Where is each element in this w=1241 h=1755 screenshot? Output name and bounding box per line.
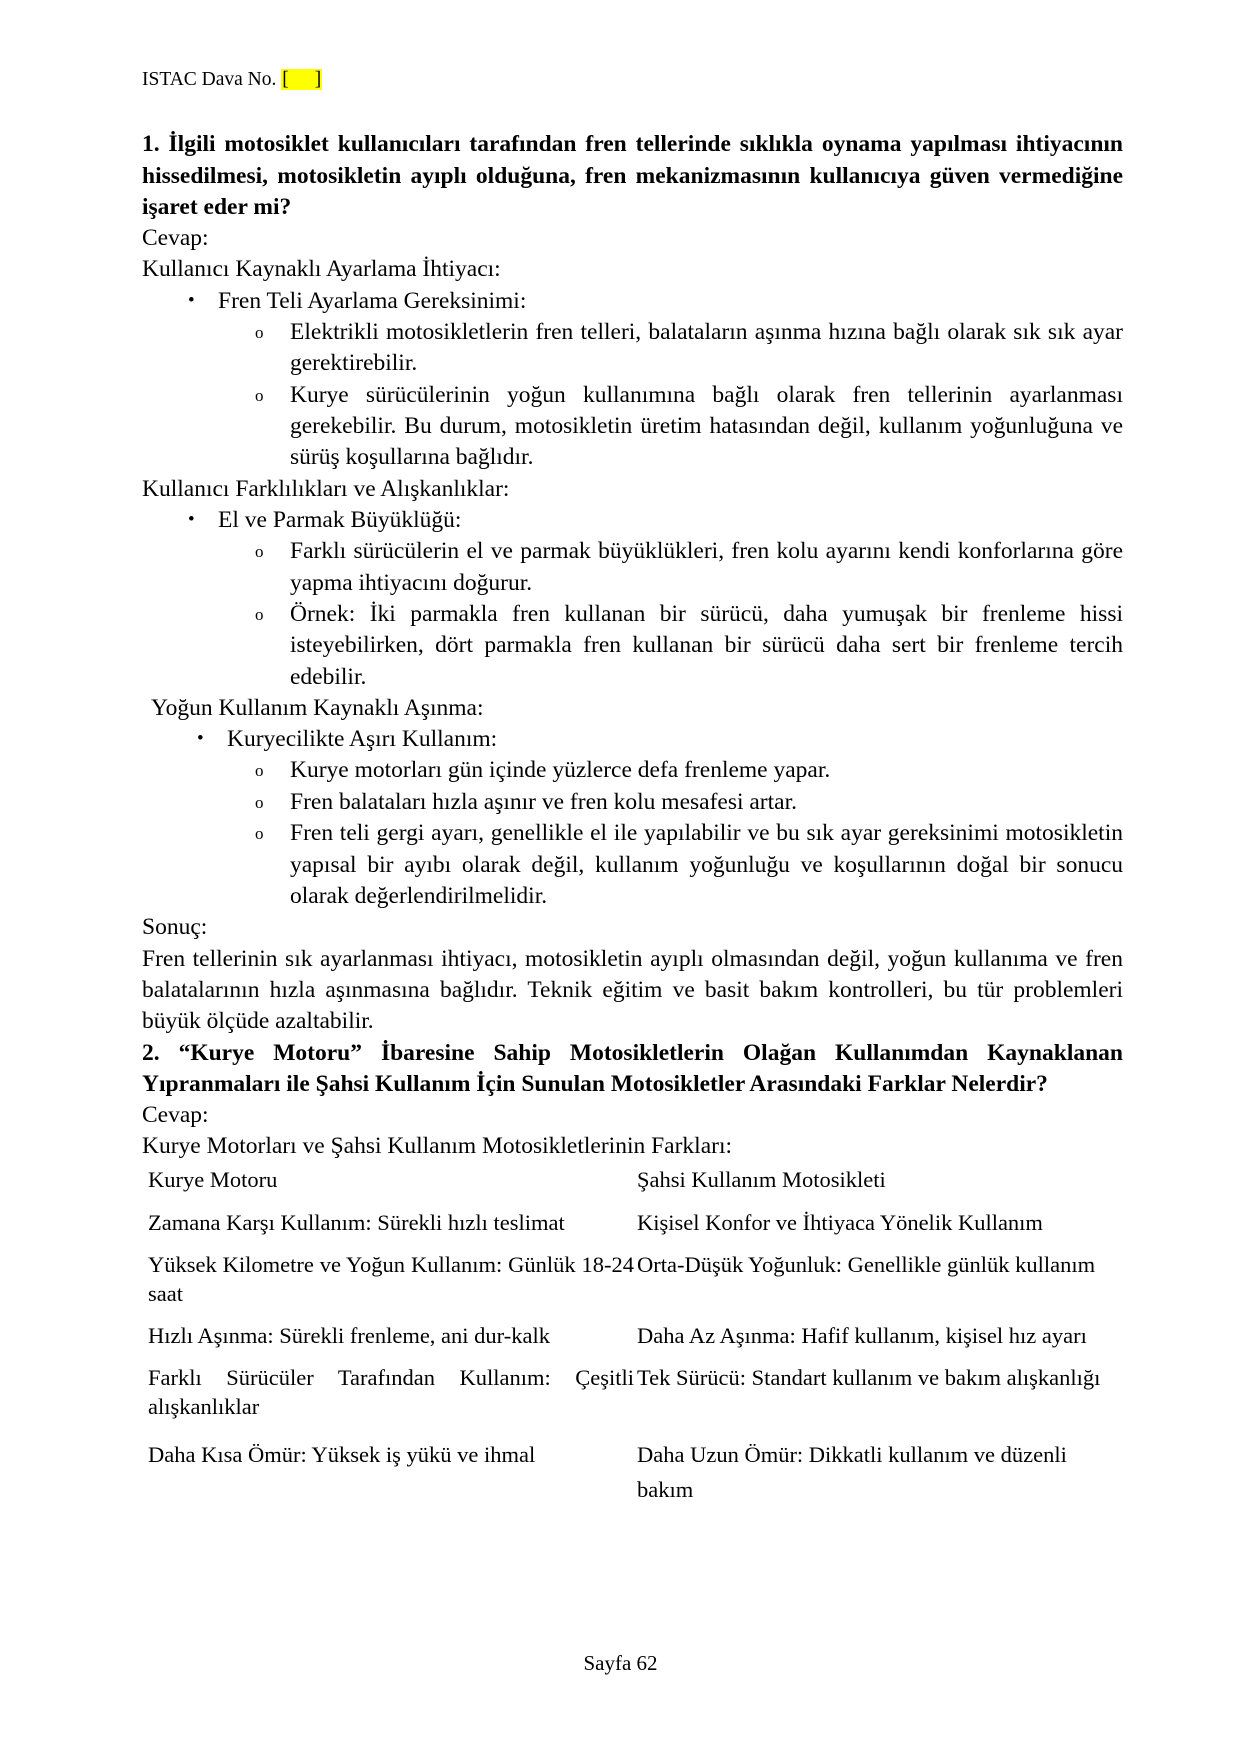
case-number-placeholder <box>281 69 322 90</box>
bullet-item-1-label: Fren Teli Ayarlama Gereksinimi: <box>218 287 527 314</box>
sub-item <box>142 380 1123 474</box>
table-cell-courier: Zamana Karşı Kullanım: Sürekli hızlı teslimat <box>148 1210 565 1236</box>
table-header-courier: Kurye Motoru <box>148 1166 278 1192</box>
page-footer <box>0 1651 1241 1676</box>
circle-bullet-icon: o <box>255 322 264 342</box>
bullet-item-2-label: El ve Parmak Büyüklüğü: <box>218 506 462 533</box>
bullet-icon: • <box>188 508 195 530</box>
bullet-item-2 <box>142 505 1123 536</box>
table-cell-personal: Kişisel Konfor ve İhtiyaca Yönelik Kullanım <box>636 1210 1043 1236</box>
table-cell-personal: Tek Sürücü: Standart kullanım ve bakım alışkanlığı <box>636 1364 1101 1390</box>
question-2-title: 2. “Kurye Motoru” İbaresine Sahip Motosikletlerin Olağan Kullanımdan Kaynaklanan Yıpranmaları ile Şahsi Kullanım İçin Sunulan Motosikletler Arasındaki Farklar Nelerdir? <box>142 1039 1123 1097</box>
circle-bullet-icon: o <box>255 542 264 562</box>
sub-item-text: Fren balataları hızla aşınır ve fren kolu mesafesi artar. <box>290 788 797 815</box>
sub-item <box>142 536 1123 599</box>
bullet-icon: • <box>197 728 204 750</box>
sub-item <box>142 818 1123 912</box>
sub-item-text: Elektrikli motosikletlerin fren telleri, balataların aşınma hızına bağlı olarak sık sık ayar gerektirebilir. <box>290 318 1123 377</box>
case-number-label: ISTAC Dava No. <box>142 69 277 90</box>
table-header-row <box>142 1165 1123 1209</box>
sub-item-text: Fren teli gergi ayarı, genellikle el ile yapılabilir ve bu sık ayar gereksinimi motosikletin yapısal bir ayıbı olarak değil, kullanım yoğunluğu ve koşullarının doğal bir sonucu olarak değerlendirilmelidir. <box>290 820 1123 909</box>
table-cell-courier: Daha Kısa Ömür: Yüksek iş yükü ve ihmal <box>148 1441 536 1467</box>
table-cell-courier: Farklı Sürücüler Tarafından Kullanım: Çeşitli alışkanlıklar <box>148 1364 634 1420</box>
question-2-answer-label: Cevap: <box>142 1102 209 1129</box>
sub-item-text: Kurye motorları gün içinde yüzlerce defa frenleme yapar. <box>290 757 831 784</box>
table-cell-personal: Daha Az Aşınma: Hafif kullanım, kişisel hız ayarı <box>636 1322 1087 1348</box>
question-1-title: 1. İlgili motosiklet kullanıcıları tarafından fren tellerinde sıklıkla oynama yapılması ihtiyacının hissedilmesi, motosikletin ayıplı olduğuna, fren mekanizmasının kullanıcıya güven vermediğine işaret eder mi? <box>142 131 1123 220</box>
table-cell-courier: Hızlı Aşınma: Sürekli frenleme, ani dur-kalk <box>148 1322 550 1348</box>
comparison-table-body <box>142 1165 1123 1520</box>
sub-item-text: Örnek: İki parmakla fren kullanan bir sürücü, daha yumuşak bir frenleme hissi isteyebilirken, dört parmakla fren kullanan bir sürücü daha sert bir frenleme tercih edebilir. <box>290 600 1123 690</box>
table-row <box>142 1321 1123 1363</box>
sub-item <box>142 787 1123 818</box>
table-row <box>142 1363 1123 1434</box>
bracket-open: [ <box>282 69 289 90</box>
section-heading-1: Kullanıcı Kaynaklı Ayarlama İhtiyacı: <box>142 256 501 283</box>
question-1-answer-label: Cevap: <box>142 225 209 252</box>
circle-bullet-icon: o <box>255 385 264 405</box>
circle-bullet-icon: o <box>255 604 264 624</box>
section-heading-2: Kullanıcı Farklılıkları ve Alışkanlıklar: <box>142 475 510 502</box>
sub-item-text: Farklı sürücülerin el ve parmak büyüklükleri, fren kolu ayarını kendi konforlarına göre yapma ihtiyacını doğurur. <box>290 538 1123 596</box>
conclusion-paragraph: Fren tellerinin sık ayarlanması ihtiyacı, motosikletin ayıplı olmasından değil, yoğun kullanıma ve fren balatalarının hızla aşınmasına bağlıdır. Teknik eğitim ve basit bakım kontrolleri, bu tür problemleri büyük ölçüde azaltabilir. <box>142 945 1123 1035</box>
table-cell-personal: Orta-Düşük Yoğunluk: Genellikle günlük kullanım <box>636 1251 1096 1277</box>
section-heading-3: Yoğun Kullanım Kaynaklı Aşınma: <box>151 694 484 721</box>
comparison-table <box>142 1165 1123 1520</box>
table-cell-personal: Daha Uzun Ömür: Dikkatli kullanım ve düzenli bakım <box>636 1441 1067 1502</box>
circle-bullet-icon: o <box>255 761 264 781</box>
document-header <box>142 68 1123 91</box>
conclusion-label: Sonuç: <box>142 914 208 941</box>
bullet-item-1 <box>142 286 1123 317</box>
bullet-item-3-label: Kuryecilikte Aşırı Kullanım: <box>227 726 498 753</box>
table-row <box>142 1208 1123 1250</box>
circle-bullet-icon: o <box>255 792 264 812</box>
sub-item-text: Kurye sürücülerinin yoğun kullanımına bağlı olarak fren tellerinin ayarlanması gerekebilir. Bu durum, motosikletin üretim hatasından değil, kullanım yoğunluğuna ve sürüş koşullarına bağlıdır. <box>290 381 1123 471</box>
bullet-icon: • <box>188 289 195 311</box>
sub-item <box>142 755 1123 786</box>
bullet-item-3 <box>142 724 1123 755</box>
table-header-personal: Şahsi Kullanım Motosikleti <box>636 1166 886 1192</box>
table-row <box>142 1434 1123 1520</box>
bracket-close: ] <box>314 69 322 90</box>
page-number: Sayfa 62 <box>583 1651 658 1675</box>
question-2-intro: Kurye Motorları ve Şahsi Kullanım Motosikletlerinin Farkları: <box>142 1133 733 1160</box>
table-row <box>142 1250 1123 1321</box>
sub-item <box>142 599 1123 693</box>
circle-bullet-icon: o <box>255 824 264 844</box>
table-cell-courier: Yüksek Kilometre ve Yoğun Kullanım: Günlük 18-24 saat <box>148 1251 634 1307</box>
sub-item <box>142 317 1123 380</box>
